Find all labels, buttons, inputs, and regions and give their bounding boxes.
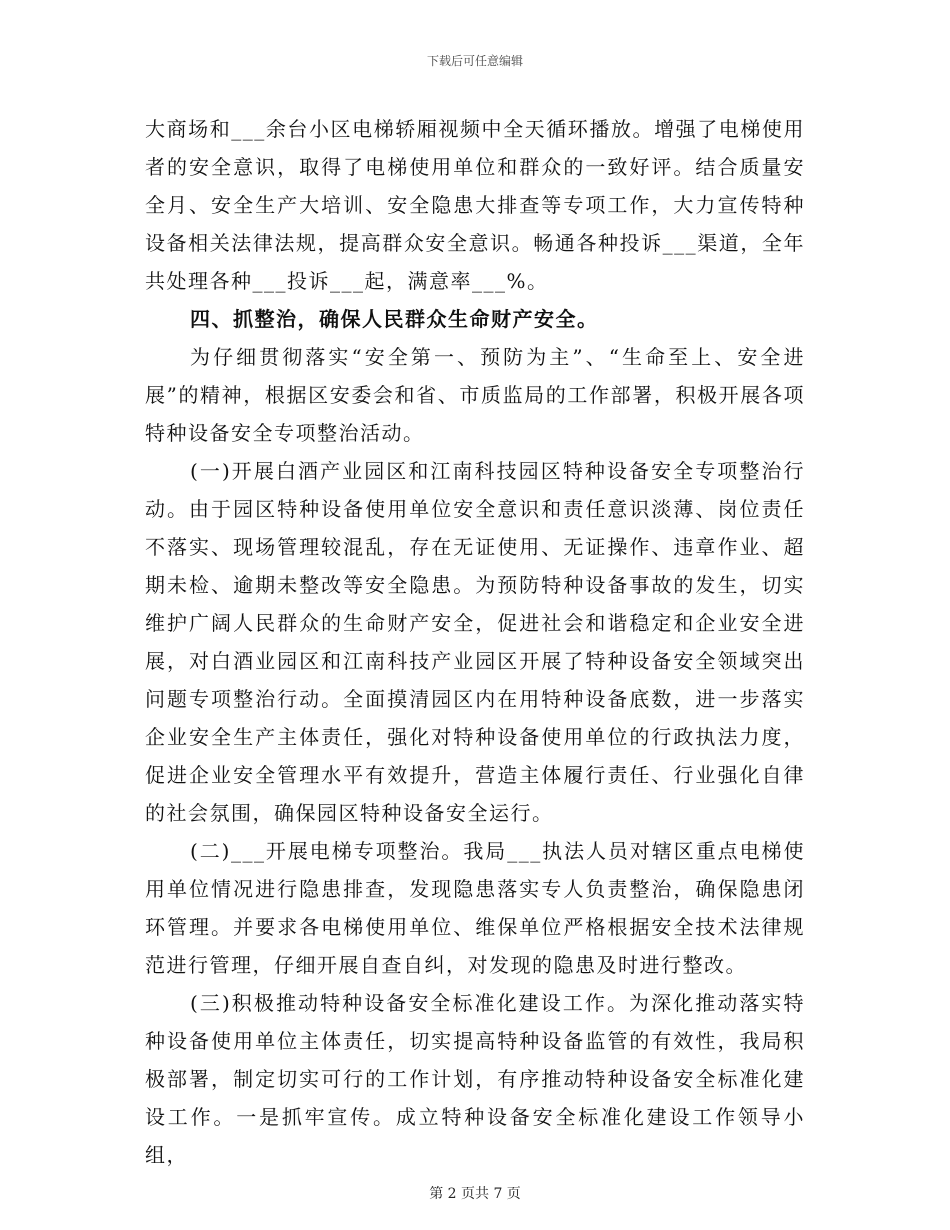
document-body — [145, 110, 805, 1174]
paragraph-item-two: (二)___开展电梯专项整治。我局___执法人员对辖区重点电梯使用单位情况进行隐患排查，发现隐患落实专人负责整治，确保隐患闭环管理。并要求各电梯使用单位、维保单位严格根据安全技术法律规范进行管理，仔细开展自查自纠，对发现的隐患及时进行整改。 — [145, 839, 805, 977]
paragraph-item-three: (三)积极推动特种设备安全标准化建设工作。为深化推动落实特种设备使用单位主体责任，切实提高特种设备监管的有效性，我局积极部署，制定切实可行的工作计划，有序推动特种设备安全标准化建设工作。一是抓牢宣传。成立特种设备安全标准化建设工作领导小组， — [145, 991, 805, 1167]
page-number-footer: 第 2 页共 7 页 — [429, 1186, 521, 1202]
paragraph-publicity-continued: 大商场和___余台小区电梯轿厢视频中全天循环播放。增强了电梯使用者的安全意识，取得了电梯使用单位和群众的一致好评。结合质量安全月、安全生产大培训、安全隐患大排查等专项工作，大力宣传特种设备相关法律法规，提高群众安全意识。畅通各种投诉___渠道，全年共处理各种___投诉___起，满意率___%。 — [145, 117, 805, 293]
page-header: 下载后可任意编辑 — [426, 54, 523, 68]
section-heading-four: 四、抓整治，确保人民群众生命财产安全。 — [190, 307, 599, 331]
paragraph-rectification-intro: 为仔细贯彻落实“安全第一、预防为主”、“生命至上、安全进展”的精神，根据区安委会和省、市质监局的工作部署，积极开展各项特种设备安全专项整治活动。 — [145, 345, 805, 445]
paragraph-item-one: (一)开展白酒产业园区和江南科技园区特种设备安全专项整治行动。由于园区特种设备使用单位安全意识和责任意识淡薄、岗位责任不落实、现场管理较混乱，存在无证使用、无证操作、违章作业、超期未检、逾期未整改等安全隐患。为预防特种设备事故的发生，切实维护广阔人民群众的生命财产安全，促进社会和谐稳定和企业安全进展，对白酒业园区和江南科技产业园区开展了特种设备安全领域突出问题专项整治行动。全面摸清园区内在用特种设备底数，进一步落实企业安全生产主体责任，强化对特种设备使用单位的行政执法力度，促进企业安全管理水平有效提升，营造主体履行责任、行业强化自律的社会氛围，确保园区特种设备安全运行。 — [145, 459, 805, 825]
